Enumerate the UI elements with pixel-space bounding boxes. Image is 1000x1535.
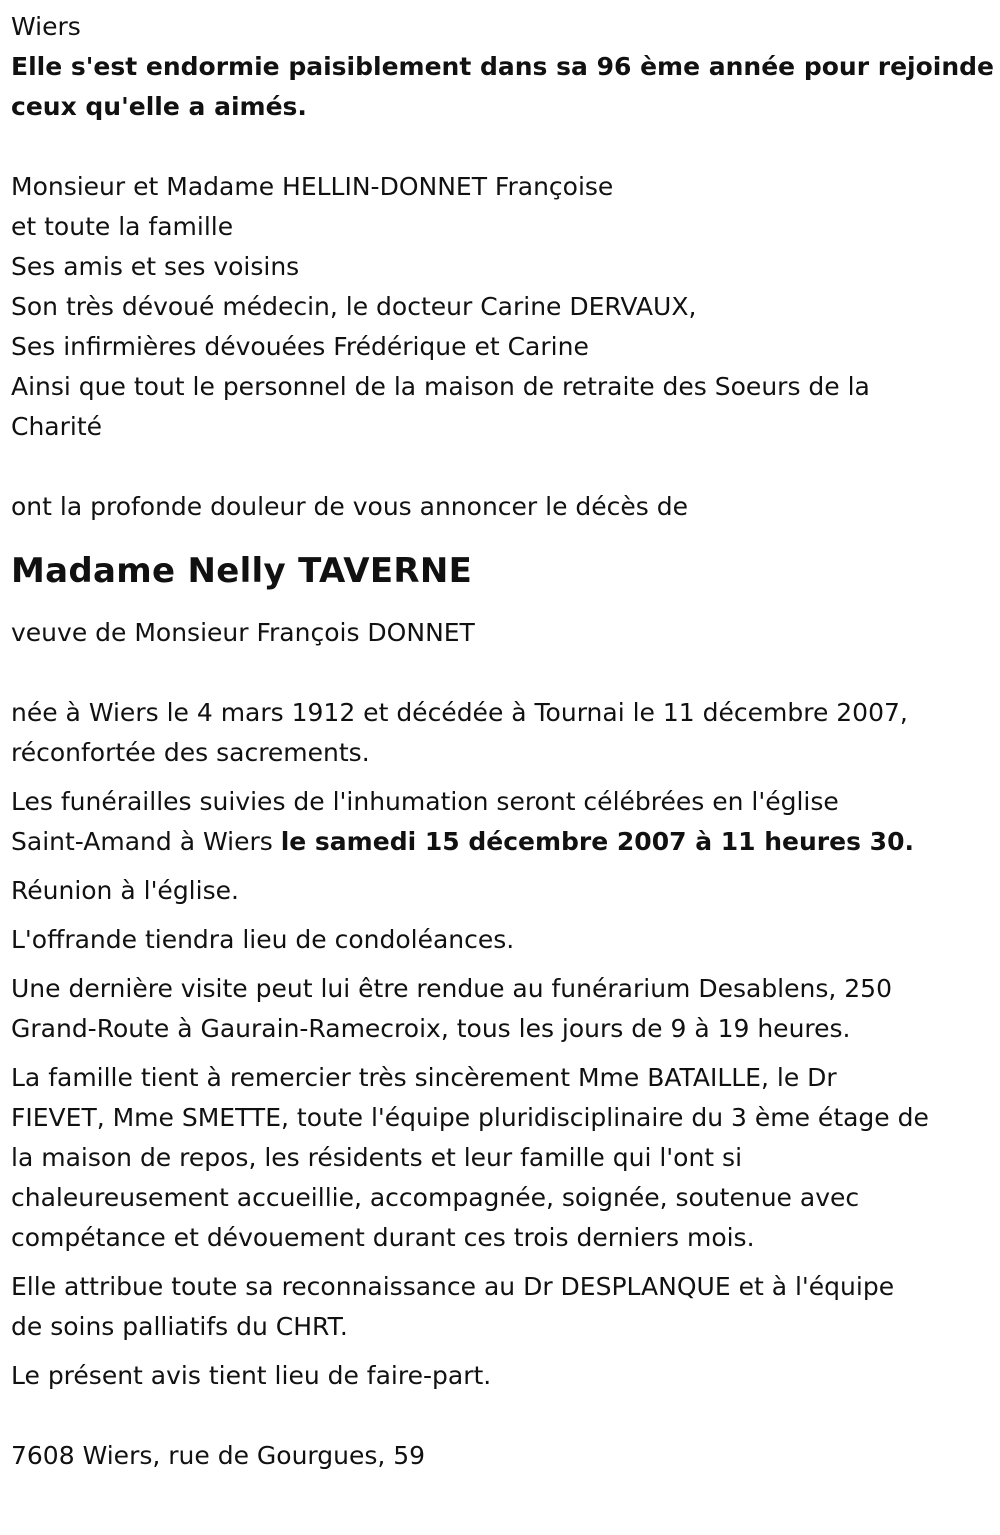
gratitude-line-1: Elle attribue toute sa reconnaissance au Dr DESPLANQUE et à l'équipe xyxy=(11,1272,895,1301)
intro-line-2: ceux qu'elle a aimés. xyxy=(11,92,307,121)
birth-death-paragraph xyxy=(11,693,988,773)
notice-text: Le présent avis tient lieu de faire-part. xyxy=(11,1361,492,1390)
family-line: et toute la famille xyxy=(11,212,234,241)
visit-line-2: Grand-Route à Gaurain-Ramecroix, tous les jours de 9 à 19 heures. xyxy=(11,1014,851,1043)
birth-line-1: née à Wiers le 4 mars 1912 et décédée à Tournai le 11 décembre 2007, xyxy=(11,698,908,727)
meeting-paragraph xyxy=(11,871,988,911)
offering-paragraph xyxy=(11,920,988,960)
funeral-line-1: Les funérailles suivies de l'inhumation seront célébrées en l'église xyxy=(11,787,839,816)
thanks-paragraph xyxy=(11,1058,988,1258)
spacer xyxy=(11,127,988,167)
gratitude-paragraph xyxy=(11,1267,988,1347)
funeral-date-time: le samedi 15 décembre 2007 à 11 heures 30. xyxy=(280,827,914,856)
family-line: Ses infirmières dévouées Frédérique et Carine xyxy=(11,332,589,361)
spacer xyxy=(11,653,988,693)
visit-line-1: Une dernière visite peut lui être rendue au funérarium Desablens, 250 xyxy=(11,974,892,1003)
address-text: 7608 Wiers, rue de Gourgues, 59 xyxy=(11,1441,426,1470)
thanks-line: La famille tient à remercier très sincèrement Mme BATAILLE, le Dr xyxy=(11,1063,837,1092)
family-list xyxy=(11,167,988,447)
funeral-paragraph xyxy=(11,782,988,862)
family-line: Charité xyxy=(11,412,103,441)
spacer xyxy=(11,1396,988,1436)
intro-line-1: Elle s'est endormie paisiblement dans sa 96 ème année pour rejoinde xyxy=(11,52,994,81)
family-line: Ainsi que tout le personnel de la maison de retraite des Soeurs de la xyxy=(11,372,870,401)
spacer xyxy=(11,447,988,487)
thanks-line: compétance et dévouement durant ces trois derniers mois. xyxy=(11,1223,755,1252)
meeting-text: Réunion à l'église. xyxy=(11,876,239,905)
family-line: Monsieur et Madame HELLIN-DONNET Françoise xyxy=(11,172,614,201)
offering-text: L'offrande tiendra lieu de condoléances. xyxy=(11,925,515,954)
deceased-name: Madame Nelly TAVERNE xyxy=(11,551,473,591)
announcement-text: ont la profonde douleur de vous annoncer le décès de xyxy=(11,492,689,521)
place-heading: Wiers xyxy=(11,12,81,41)
funeral-line-2 xyxy=(11,822,988,862)
visit-paragraph xyxy=(11,969,988,1049)
thanks-line: chaleureusement accueillie, accompagnée, soignée, soutenue avec xyxy=(11,1183,860,1212)
notice-paragraph xyxy=(11,1356,988,1396)
gratitude-line-2: de soins palliatifs du CHRT. xyxy=(11,1312,348,1341)
family-line: Ses amis et ses voisins xyxy=(11,252,300,281)
thanks-line: FIEVET, Mme SMETTE, toute l'équipe pluridisciplinaire du 3 ème étage de xyxy=(11,1103,929,1132)
widow-of-text: veuve de Monsieur François DONNET xyxy=(11,618,475,647)
thanks-line: la maison de repos, les résidents et leur famille qui l'ont si xyxy=(11,1143,743,1172)
birth-line-2: réconfortée des sacrements. xyxy=(11,738,370,767)
funeral-location: Saint-Amand à Wiers xyxy=(11,827,281,856)
family-line: Son très dévoué médecin, le docteur Carine DERVAUX, xyxy=(11,292,697,321)
